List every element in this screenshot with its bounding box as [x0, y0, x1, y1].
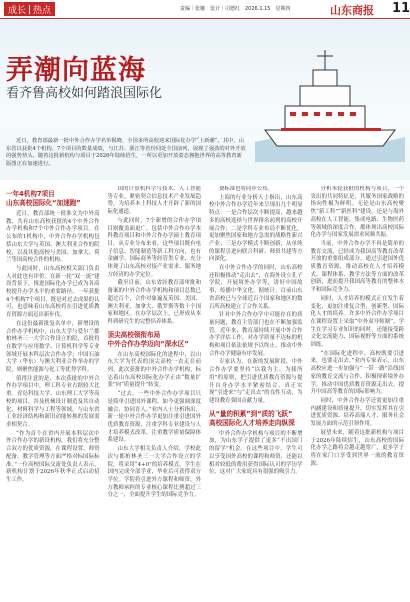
page-title: 弄潮向蓝海 — [6, 55, 146, 86]
page-subtitle: 看齐鲁高校如何踏浪国际化 — [6, 86, 163, 101]
paragraph: 当前，中外合作办学不再是简单的教育交流，已经成为我国高等教育改革开放的重要组成部分。通过引进国外优质教育资源，推动高校在人才培养模式、课程体系、教学方法等方面的改革创新，进而提升我国高等教育的整体水平和国际竞争力。 — [310, 240, 404, 294]
section-heading-2-line2: 中外合作办学迈向“深水区” — [107, 339, 189, 348]
tag-divider — [29, 5, 30, 14]
paragraph: 同时，中外合作办学还需更加注重内涵建设和质量提升，切实发挥其在引进优质资源、培养高端人才、服务社会发展方面的示范引领作用。 — [310, 397, 404, 428]
paragraph: 与此同时，山东高校相关部门负责人对此也有评价。在新一轮“双一流”建设背景下，推进国际化办学已成为各高校提升办学水平的重要路径。一年获批4个机构7个项目，既是对过去成果的认可，也意味着山东高校将在引进优质教育资源方面迈出新步伐。 — [6, 265, 100, 319]
paragraph: 专家认为，在新的发展阶段，中外合作办学要坚持“以我为主、为我所用”的原则，把引进优质教育资源与提升自身办学水平紧密结合，真正实现“引进来”与“走出去”的良性互动，为建设教育强国贡献力量。 — [209, 359, 303, 404]
paragraph: 针对中外合作办学中可能存在的质量问题，教育主管部门也在不断加强监管。近年来，教育部持续开展中外合作办学评估工作，对办学质量不达标的机构和项目依法依规予以终止，推动中外合作办学健康有序发展。 — [209, 312, 303, 357]
paragraph: 截至目前，山东省经教育部审批和备案的中外合作办学机构和项目总数已超过百个，合作对象遍及英国、美国、澳大利亚、加拿大、俄罗斯等数十个国家和地区。在办学层次上，已形成从本科到研究生的完整培养体系。 — [107, 280, 201, 325]
section-heading-1-line1: 一年4机构7项目 — [6, 190, 55, 198]
section-heading-1 — [6, 190, 100, 208]
section-tag — [4, 2, 55, 16]
paragraph: 在这份最新批复名单中，新增设的合作办学机构中，山东大学与爱尔兰都柏林圣三一大学合作设立的院，首批将在数学与应用数学、计算机科学等专业领域开展本科层次合作办学；中国石油大学（华东）与澳大利亚合作举办的学院，则聚焦能源与化工等优势学科。 — [6, 320, 100, 374]
paragraph: 国的计算机科学与技术、人工智能等专业，紧密契合信息技术产业发展趋势，为培养本土科技人才开辟了新的国际化通道。 — [107, 186, 201, 216]
paragraph: 近日，教育部统一批准文为中外高教，共有山东高校获批的4个中外合作办学机构和7个中外合作办学项目。在公布的1机构中，中外合作办学机构包括山东大学与英国、澳大利亚合作的院校，以及其他高校与美国、加拿大、荷兰等国高校合作的机构。 — [6, 211, 100, 264]
section-heading-3-line1: 从“量的积累”到“质的飞跃” — [209, 409, 293, 418]
intro-text: 近日，教育部最新一批中外合作办学名单揭晓，全国多所高校迎来国际化办学“上新潮”。其中，山东省以获批4个机构、7个项目的数量成绩，与江苏、浙江等省份同处全国前列，展现了强劲的对外开放的强势势头。随着这批新机构与项目于2026年陆续招生，一所以更加开放姿态拥抱世界的高等教育新版图正在加速进行。 — [6, 138, 246, 167]
paragraph: 上海的行业分析人士指出，山东高校中外合作办学近年来呈现出几个明显特点：一是合作层次不断提高，越来越多的高校选择与世界排名前列的高校开展合作；二是学科专业布局不断优化，更加聚焦国家和地方急需的战略性新兴产业；三是办学模式不断创新，从单纯的课程引进向联合科研、师资共建等方向深化。 — [209, 194, 303, 263]
paragraph: 展望未来，随着这批新机构与项目于2026年陆续招生，山东高校的国际化办学之路将会越走越宽广，更多学子将在家门口享受到世界一流的教育资源。 — [310, 429, 404, 467]
intro-paragraph — [6, 138, 246, 168]
column-1 — [6, 186, 100, 598]
section-heading-3-line2: 高校国际化人才培养走向纵深 — [209, 418, 295, 427]
column-2 — [108, 186, 202, 598]
paragraph: 分析本轮获批的机构与项目，一个突出的共同特征是，其服务国家战略的指向性极为鲜明。无论是山东高校聚焦“新工科”“新医科”建设，还是与海外高校在人工智能、集成电路、生物医药等领域的深度合作，都体现出高校国际化办学与国家发展需求同频共振。 — [310, 186, 404, 239]
paragraph: 费标准也将同步公布。 — [219, 186, 273, 192]
paragraph: 在山东高校国际化的进程中，以山东大学为代表的顶尖高校一直走在前列。此次获批的中外合作办学机构，标志着山东高校国际化办学正由“数量扩张”向“质量提升”转变。 — [107, 351, 201, 389]
page-number: 11 — [392, 1, 410, 16]
paragraph: 山东大学相关负责人介绍，学校此次与都柏林圣三一大学合作设立的学院，将采用“4+0”的培养模式，学生在国内完成全部学业，毕业后可获得双方学位。学院将引进外方课程和师资，外方教师承担的专业核心课程比例超过三分之一，全面提升学生的国际竞争力。 — [107, 446, 201, 499]
paragraph: 同时，人才培养的模式正在发生着变化，更加注重复合型、创新型、国际化人才的培养。许多中外合作办学项目在课程设置上采取“中外双导师制”，学生在学习专业知识的同时，还能接受跨文化交流能力、国际视野等方面的系统训练。 — [310, 295, 404, 349]
section-heading-3 — [209, 410, 303, 428]
hero-banner — [0, 20, 410, 180]
section-heading-2-line1: 顶尖高校领衔布局 — [107, 330, 161, 339]
header-meta: 责编｜张娜 设计｜司德红 2026.1.15 星期四 — [180, 6, 291, 12]
section-subname: 热点 — [33, 5, 52, 16]
ship-illustration — [255, 42, 405, 162]
paragraph: 在中外合作办学的同时，山东高校还积极推动“走出去”，在海外设立孔子学院、开展境外办学等，讲好中国故事，传播中华文化。据统计，目前山东省高校已与全球近百个国家和地区的数百所高校建立了合作关系。 — [209, 265, 303, 310]
paragraph: “在国际化进程中，高校既要引进来，也要走出去。”业内专家表示，山东高校应进一步加强与“一带一路”沿线国家的教育交流与合作，积极探索境外办学，推动中国优质教育资源走出去，提升中国高等教育的国际影响力。 — [310, 350, 404, 396]
section-heading-2 — [108, 331, 202, 349]
section-heading-1-line2: 山东高校国际化“加速跑” — [6, 199, 81, 207]
paragraph: 与此同时，7个新增的合作办学项目则覆盖面更广，包括中外合作办学本科教育项目和中外合作办学硕士教育项目。从专业分布来看，这些项目既有电子信息、智能制造等新工科方向，也有金融学、国际商务等经管类专业，充分体现了山东高校对接产业需求、服务地方经济的办学定位。 — [107, 217, 201, 278]
section-name: 成长 — [8, 5, 27, 16]
paragraph: 值得注意的是，本次获批的中外合作办学项目中，理工科专业占据较大比重。青岛科技大学、山东理工大学等高校的项目，涉及机械设计制造及其自动化、材料科学与工程等领域，与山东省工业经济结构和新旧动能转换的发展需求相契合。 — [6, 375, 100, 428]
column-4 — [311, 186, 405, 598]
paragraph: “作为首个在省内开展本科层次中外合作办学的新设机构，我们将充分整合双方的优质资源，在课程设置、师资配备、教学管理等方面严格对标国际标准。”一位高校国际交流处负责人表示，新机构计划于2026年秋季正式启动招生工作。 — [6, 430, 100, 483]
paragraph: 中外合作办学机构与项目的不断增加，为山东学子提供了更多“不出国门的留学”机会。在这些项目中，学生可以享受国外高校的课程和师资，还能以相对较低的费用获得国际认可的学历学位，这对广大家庭具有很强的吸引力。 — [209, 430, 303, 476]
newspaper-brand: 山东商报 — [330, 4, 374, 17]
paragraph: “过去，一些中外合作办学项目只是简单引进国外课程，如今更强调深度融合、协同育人。”业内人士分析指出，新一轮中外合作办学更加注重引进国外优质教育资源，注重学科专业建设与人才培养模式改革，注重教学质量保障体系建设。 — [107, 391, 201, 444]
article-body — [6, 186, 404, 598]
page-header — [0, 0, 410, 19]
column-3 — [209, 186, 303, 598]
